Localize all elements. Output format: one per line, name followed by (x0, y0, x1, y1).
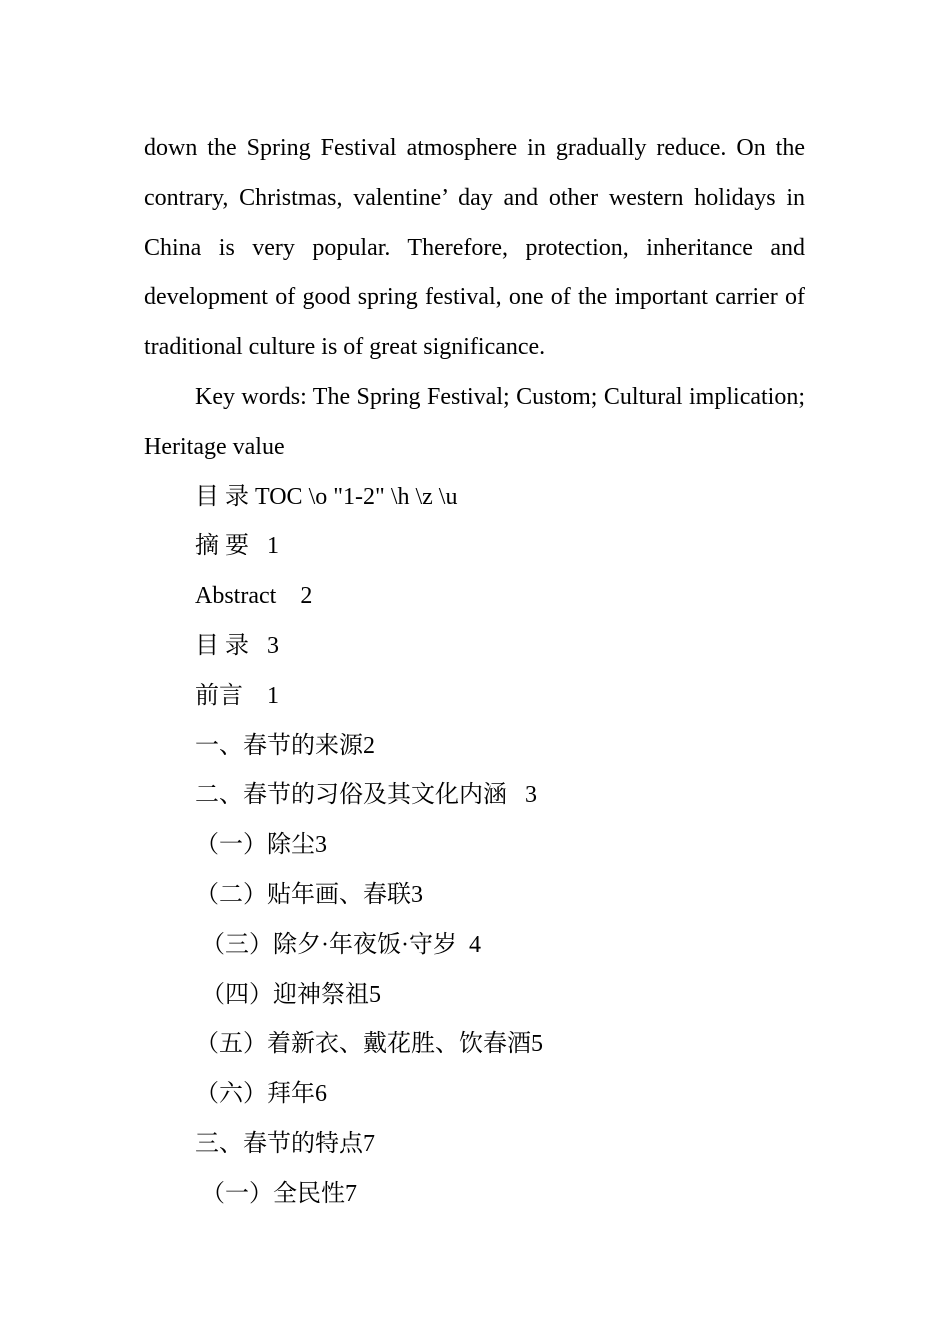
toc-entry-page-number: 3 (267, 632, 279, 659)
toc-entry[interactable] (144, 622, 805, 672)
toc-entry[interactable] (144, 771, 805, 821)
toc-entry-page-number: 3 (411, 881, 423, 908)
toc-entry-title: 二、春节的习俗及其文化内涵 (195, 782, 507, 809)
toc-entry-spacer (243, 683, 267, 709)
toc-entry-spacer (249, 533, 267, 559)
toc-entry-spacer (457, 932, 469, 958)
toc-entry[interactable] (144, 1070, 805, 1120)
toc-entry-title: Abstract (195, 583, 277, 610)
toc-entry-spacer (249, 633, 267, 659)
document-page (144, 124, 805, 1220)
toc-entry-page-number: 5 (531, 1031, 543, 1058)
toc-entry-title: （一）全民性 (195, 1180, 345, 1207)
toc-entry-page-number: 1 (267, 682, 279, 709)
keywords-paragraph: Key words: The Spring Festival; Custom; Cultural implication; Heritage value (144, 383, 805, 460)
toc-field-code: 目 录 TOC \o "1-2" \h \z \u (195, 483, 458, 510)
table-of-contents (144, 522, 805, 1219)
toc-entry-title: （三）除夕·年夜饭·守岁 (195, 931, 457, 958)
toc-entry-title: 三、春节的特点 (195, 1130, 363, 1157)
toc-entry-title: 一、春节的来源 (195, 732, 363, 759)
toc-entry-title: （六）拜年 (195, 1081, 315, 1108)
toc-entry-page-number: 4 (468, 931, 481, 958)
toc-entry[interactable] (144, 1120, 805, 1170)
toc-entry[interactable] (144, 1170, 805, 1220)
toc-entry-title: （五）着新衣、戴花胜、饮春酒 (195, 1031, 531, 1058)
toc-entry-title: （四）迎神祭祖 (195, 981, 369, 1008)
toc-entry-title: 摘 要 (195, 533, 249, 560)
toc-entry-spacer (507, 782, 525, 808)
toc-entry-title: （二）贴年画、春联 (195, 881, 411, 908)
toc-entry-spacer (276, 583, 300, 609)
toc-entry-title: 目 录 (195, 632, 249, 659)
toc-entry-page-number: 7 (345, 1180, 357, 1207)
toc-entry-title: （一）除尘 (195, 832, 315, 859)
toc-entry[interactable] (144, 672, 805, 722)
toc-entry-page-number: 3 (525, 782, 537, 809)
toc-entry-page-number: 2 (300, 583, 313, 610)
toc-entry[interactable] (144, 971, 805, 1021)
toc-entry-page-number: 7 (363, 1130, 375, 1157)
toc-entry-page-number: 6 (315, 1081, 327, 1108)
toc-entry[interactable] (144, 572, 805, 622)
toc-entry-page-number: 2 (363, 732, 375, 759)
toc-entry[interactable] (144, 821, 805, 871)
toc-entry[interactable] (144, 921, 805, 971)
toc-entry[interactable] (144, 871, 805, 921)
toc-entry-title: 前言 (195, 682, 243, 709)
abstract-paragraph: down the Spring Festival atmosphere in gradually reduce. On the contrary, Christmas, valentine’ day and other western holidays in China is very popular. Therefore, protection, inheritance and development of good spring festival, one of the important carrier of traditional culture is of great significance. (144, 135, 805, 361)
toc-entry[interactable] (144, 522, 805, 572)
toc-entry[interactable] (144, 722, 805, 772)
toc-entry-page-number: 3 (315, 832, 327, 859)
toc-entry-page-number: 5 (369, 981, 381, 1008)
toc-entry[interactable] (144, 1020, 805, 1070)
toc-entry-page-number: 1 (267, 533, 279, 560)
